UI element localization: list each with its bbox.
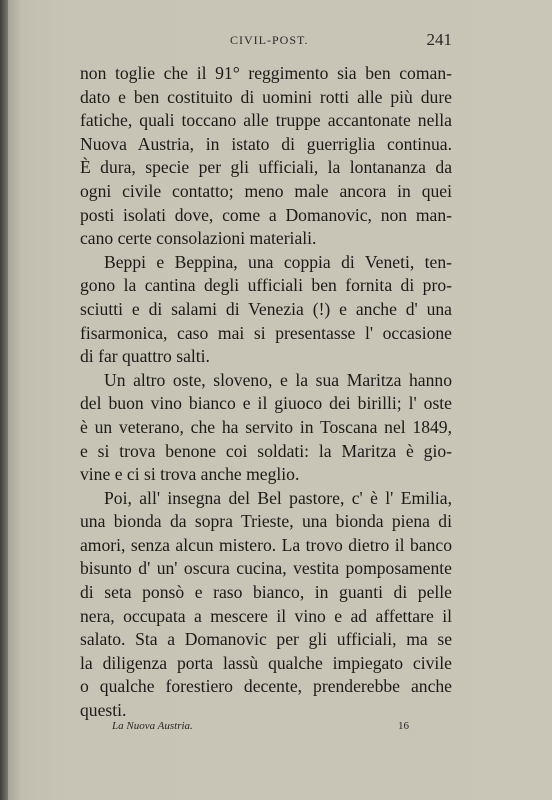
text-line: la diligenza porta lassù qualche impiegato civile: [80, 652, 452, 673]
paragraph: [80, 487, 452, 723]
text-line: di seta ponsò e raso bianco, in guanti di pelle: [80, 582, 452, 603]
text-line: posti isolati dove, come a Domanovic, non man-: [80, 204, 452, 225]
text-line: di far quattro salti.: [80, 346, 210, 367]
paragraph: [80, 369, 452, 487]
text-line: questi.: [80, 700, 127, 721]
text-line: è un veterano, che ha servito in Toscana nel 1849,: [80, 416, 452, 437]
text-line: ogni civile contatto; meno male ancora in quei: [80, 180, 452, 201]
body-text: [80, 62, 452, 723]
text-line: fatiche, quali toccano alle truppe accantonate nella: [80, 110, 452, 131]
text-line: salato. Sta a Domanovic per gli ufficiali, ma se: [80, 629, 452, 650]
text-line: Nuova Austria, in istato di guerriglia continua.: [80, 133, 452, 154]
text-line: nera, occupata a mescere il vino e ad affettare il: [80, 605, 452, 626]
text-line: vine e ci si trova anche meglio.: [80, 464, 300, 485]
text-line: gono la cantina degli ufficiali ben fornita di pro-: [80, 275, 452, 296]
text-line: dato e ben costituito di uomini rotti alle più dure: [80, 86, 452, 107]
running-title: CIVIL-POST.: [230, 33, 309, 47]
text-line: Beppi e Beppina, una coppia di Veneti, ten-: [104, 251, 452, 272]
paragraph: [80, 62, 452, 251]
text-line: cano certe consolazioni materiali.: [80, 228, 317, 249]
signature-number: 16: [398, 720, 409, 732]
text-line: amori, senza alcun mistero. La trovo dietro il banco: [80, 534, 452, 555]
text-line: e si trova benone coi soldati: la Maritza è gio-: [80, 440, 452, 461]
text-line: o qualche forestiero decente, prenderebbe anche: [80, 676, 452, 697]
text-line: non toglie che il 91° reggimento sia ben coman-: [80, 63, 452, 83]
text-line: una bionda da sopra Trieste, una bionda piena di: [80, 511, 452, 532]
text-line: È dura, specie per gli ufficiali, la lontananza da: [80, 157, 452, 178]
page-header: [80, 30, 452, 50]
paragraph: [80, 251, 452, 369]
text-line: fisarmonica, caso mai si presentasse l' occasione: [80, 322, 452, 343]
text-line: Un altro oste, sloveno, e la sua Maritza hanno: [104, 369, 452, 390]
text-line: bisunto d' un' oscura cucina, vestita pomposamente: [80, 558, 452, 579]
page-footer: [100, 718, 420, 738]
signature-title: La Nuova Austria.: [112, 720, 193, 732]
text-line: Poi, all' insegna del Bel pastore, c' è l' Emilia,: [104, 487, 452, 508]
text-line: del buon vino bianco e il giuoco dei birilli; l' oste: [80, 393, 452, 414]
page-number: 241: [426, 30, 452, 49]
text-line: sciutti e di salami di Venezia (!) e anche d' una: [80, 298, 452, 319]
